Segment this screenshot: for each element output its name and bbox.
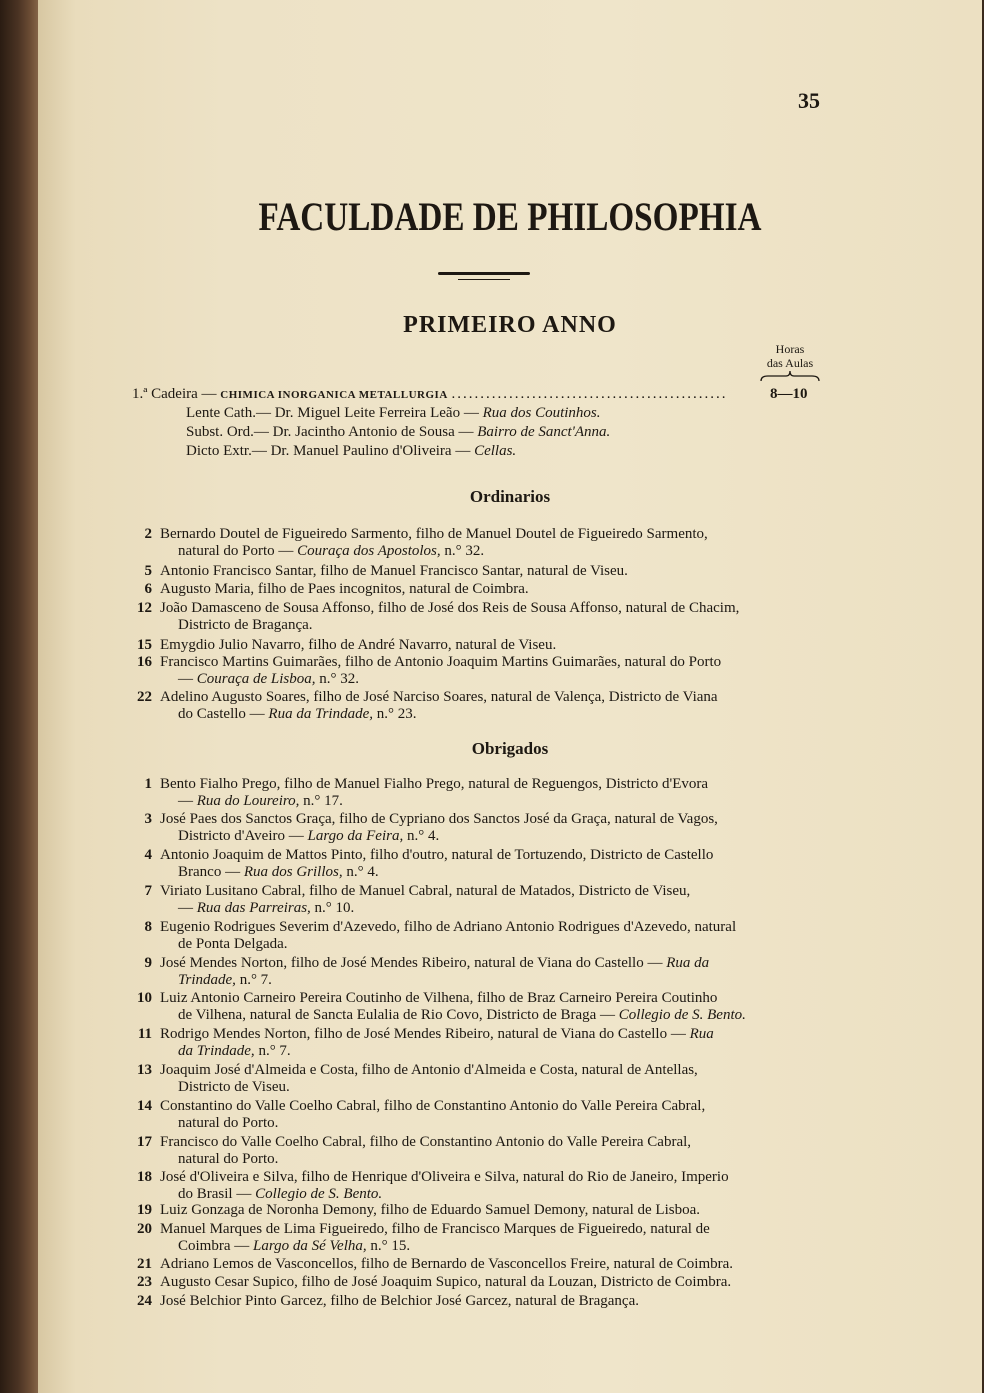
student-text xyxy=(160,811,820,845)
student-number: 23 xyxy=(137,1274,152,1290)
section-heading: PRIMEIRO ANNO xyxy=(403,312,617,338)
student-line1: Adelino Augusto Soares, filho de José Narciso Soares, natural de Valença, Districto de Viana xyxy=(160,689,718,705)
student-line2-text: n.° 32. xyxy=(440,543,485,559)
student-entry xyxy=(132,990,820,1024)
student-line2-text: de Ponta Delgada. xyxy=(178,936,288,952)
book-page xyxy=(38,0,982,1393)
student-line1: José Belchior Pinto Garcez, filho de Belchior José Garcez, natural de Bragança. xyxy=(160,1293,639,1309)
student-address: Rua xyxy=(689,1026,714,1042)
student-line2 xyxy=(160,1186,820,1203)
student-line1: Emygdio Julio Navarro, filho de André Navarro, natural de Viseu. xyxy=(160,637,557,653)
student-line2-text: — xyxy=(178,671,197,687)
staff-address: Bairro de Sanct'Anna. xyxy=(477,424,611,440)
student-entry xyxy=(132,1098,820,1132)
student-text xyxy=(160,1134,820,1168)
student-line2-text: natural do Porto. xyxy=(178,1115,279,1131)
cadeira-leader: ................................................ xyxy=(451,386,728,402)
student-address: Largo da Sé Velha, xyxy=(253,1238,367,1254)
student-address: Rua da Trindade, xyxy=(268,706,374,722)
student-number: 1 xyxy=(144,776,152,792)
student-number: 5 xyxy=(144,563,152,579)
student-text xyxy=(160,1098,820,1132)
student-entry xyxy=(132,847,820,881)
page-number: 35 xyxy=(798,88,820,113)
student-line1: Adriano Lemos de Vasconcellos, filho de Bernardo de Vasconcellos Freire, natural de Coimbra. xyxy=(160,1256,734,1272)
student-text xyxy=(160,776,820,810)
cadeira-line xyxy=(132,386,832,403)
staff-address: Rua dos Coutinhos. xyxy=(482,405,601,421)
student-text xyxy=(160,883,820,917)
student-line2 xyxy=(160,1115,820,1132)
hours-header-line2: das Aulas xyxy=(766,356,814,370)
student-entry xyxy=(132,1026,820,1060)
student-text xyxy=(160,654,820,688)
student-line2-text: do Brasil — xyxy=(178,1186,256,1202)
student-number: 4 xyxy=(144,847,152,863)
student-line1: Eugenio Rodrigues Severim d'Azevedo, filho de Adriano Antonio Rodrigues d'Azevedo, natural xyxy=(160,919,737,935)
student-address: Rua das Parreiras, xyxy=(196,900,311,916)
student-line2 xyxy=(160,900,820,917)
staff-address: Cellas. xyxy=(474,443,517,459)
brace-icon xyxy=(760,370,820,382)
student-line1: Manuel Marques de Lima Figueiredo, filho de Francisco Marques de Figueiredo, natural de xyxy=(160,1221,710,1237)
student-entry xyxy=(132,955,820,989)
student-number: 6 xyxy=(144,581,152,597)
student-line2 xyxy=(160,617,820,634)
student-text xyxy=(160,1274,820,1291)
student-line2-text: Districto d'Aveiro — xyxy=(178,828,308,844)
student-line2 xyxy=(160,1151,820,1168)
student-line2-text: n.° 7. xyxy=(235,972,272,988)
staff-role: Dicto Extr.— Dr. Manuel Paulino d'Oliveira — xyxy=(186,443,475,459)
student-line1: Constantino do Valle Coelho Cabral, filho de Constantino Antonio do Valle Pereira Cabral, xyxy=(160,1098,706,1114)
student-line1 xyxy=(160,955,709,971)
student-line2 xyxy=(160,793,820,810)
student-line1: Bento Fialho Prego, filho de Manuel Fialho Prego, natural de Reguengos, Districto d'Evora xyxy=(160,776,709,792)
student-line2-text: natural do Porto. xyxy=(178,1151,279,1167)
student-line2-text: n.° 4. xyxy=(342,864,379,880)
student-address: Rua da xyxy=(666,955,710,971)
student-text xyxy=(160,526,820,560)
student-entry xyxy=(132,1169,820,1203)
book-binding xyxy=(0,0,40,1393)
cadeira-subject: CHIMICA INORGANICA METALLURGIA xyxy=(220,389,448,401)
student-text xyxy=(160,600,820,634)
student-entry xyxy=(132,600,820,634)
student-line2-text: n.° 17. xyxy=(299,793,343,809)
student-line2-text: — xyxy=(178,793,197,809)
student-line1-text: José Mendes Norton, filho de José Mendes Ribeiro, natural de Viana do Castello — xyxy=(160,955,667,971)
student-address: Trindade, xyxy=(178,972,236,988)
student-text xyxy=(160,1293,820,1310)
student-line1: Augusto Cesar Supico, filho de José Joaquim Supico, natural da Louzan, Districto de Coimbra. xyxy=(160,1274,732,1290)
student-line1: Viriato Lusitano Cabral, filho de Manuel Cabral, natural de Matados, Districto de Viseu, xyxy=(160,883,691,899)
staff-role: Lente Cath.— Dr. Miguel Leite Ferreira Leão — xyxy=(186,405,483,421)
student-line2-text: Districto de Viseu. xyxy=(178,1079,290,1095)
student-line1: Antonio Francisco Santar, filho de Manuel Francisco Santar, natural de Viseu. xyxy=(160,563,628,579)
student-text xyxy=(160,955,820,989)
student-line2-text: n.° 32. xyxy=(315,671,360,687)
student-number: 9 xyxy=(144,955,152,971)
student-line2 xyxy=(160,1043,820,1060)
student-entry xyxy=(132,1221,820,1255)
student-line2 xyxy=(160,706,820,723)
student-text xyxy=(160,1202,820,1219)
student-address: Rua do Loureiro, xyxy=(196,793,300,809)
student-address: Collegio de S. Bento. xyxy=(255,1186,383,1202)
student-line1: Francisco Martins Guimarães, filho de Antonio Joaquim Martins Guimarães, natural do Porto xyxy=(160,654,722,670)
student-line2-text: de Vilhena, natural de Sancta Eulalia de Rio Covo, Districto de Braga — xyxy=(178,1007,619,1023)
student-entry xyxy=(132,581,820,598)
student-entry xyxy=(132,689,820,723)
student-number: 3 xyxy=(144,811,152,827)
student-number: 13 xyxy=(137,1062,152,1078)
student-entry xyxy=(132,1062,820,1096)
student-line2-text: do Castello — xyxy=(178,706,269,722)
student-entry xyxy=(132,637,820,654)
student-number: 2 xyxy=(144,526,152,542)
student-line2-text: Coimbra — xyxy=(178,1238,253,1254)
student-number: 7 xyxy=(144,883,152,899)
student-address: da Trindade, xyxy=(178,1043,255,1059)
student-number: 19 xyxy=(137,1202,152,1218)
student-address: Rua dos Grillos, xyxy=(243,864,343,880)
student-number: 12 xyxy=(137,600,152,616)
student-number: 20 xyxy=(137,1221,152,1237)
student-line2 xyxy=(160,828,820,845)
student-text xyxy=(160,1026,820,1060)
student-text xyxy=(160,637,820,654)
student-line1: João Damasceno de Sousa Affonso, filho de José dos Reis de Sousa Affonso, natural de Chacim, xyxy=(160,600,740,616)
student-line2 xyxy=(160,1238,820,1255)
student-text xyxy=(160,1256,820,1273)
student-number: 18 xyxy=(137,1169,152,1185)
student-text xyxy=(160,563,820,580)
student-line2 xyxy=(160,936,820,953)
student-line2-text: — xyxy=(178,900,197,916)
student-address: Couraça de Lisboa, xyxy=(196,671,316,687)
student-line1: José Paes dos Sanctos Graça, filho de Cypriano dos Sanctos José da Graça, natural de Vagos, xyxy=(160,811,718,827)
student-text xyxy=(160,581,820,598)
student-text xyxy=(160,689,820,723)
student-number: 8 xyxy=(144,919,152,935)
student-number: 14 xyxy=(137,1098,152,1114)
student-entry xyxy=(132,883,820,917)
title-rule xyxy=(438,272,530,275)
student-entry xyxy=(132,1134,820,1168)
hours-header-line1: Horas xyxy=(775,342,805,356)
student-line1: Luiz Antonio Carneiro Pereira Coutinho de Vilhena, filho de Braz Carneiro Pereira Coutinho xyxy=(160,990,718,1006)
student-line2 xyxy=(160,671,820,688)
student-line1-text: Rodrigo Mendes Norton, filho de José Mendes Ribeiro, natural de Viana do Castello — xyxy=(160,1026,690,1042)
ordinarios-heading: Ordinarios xyxy=(469,487,551,506)
student-text xyxy=(160,990,820,1024)
obrigados-heading: Obrigados xyxy=(471,739,549,758)
student-line1: Francisco do Valle Coelho Cabral, filho de Constantino Antonio do Valle Pereira Cabral, xyxy=(160,1134,692,1150)
student-line2-text: Districto de Bragança. xyxy=(178,617,313,633)
student-line2-text: Branco — xyxy=(178,864,244,880)
student-entry xyxy=(132,1274,820,1291)
student-line1: José d'Oliveira e Silva, filho de Henrique d'Oliveira e Silva, natural do Rio de Janeiro, Imperio xyxy=(160,1169,729,1185)
student-line1: Bernardo Doutel de Figueiredo Sarmento, filho de Manuel Doutel de Figueiredo Sarmento, xyxy=(160,526,708,542)
student-entry xyxy=(132,654,820,688)
student-number: 22 xyxy=(137,689,152,705)
student-line1: Augusto Maria, filho de Paes incognitos, natural de Coimbra. xyxy=(160,581,529,597)
student-text xyxy=(160,919,820,953)
student-line2-text: n.° 4. xyxy=(403,828,440,844)
student-line2-text: n.° 10. xyxy=(310,900,355,916)
staff-line xyxy=(186,424,610,441)
student-line2-text: n.° 7. xyxy=(254,1043,291,1059)
cadeira-label: 1.ª Cadeira — xyxy=(132,386,217,402)
student-number: 11 xyxy=(137,1026,152,1042)
hours-header xyxy=(760,342,820,370)
student-entry xyxy=(132,1256,820,1273)
student-entry xyxy=(132,526,820,560)
staff-line xyxy=(186,405,601,422)
student-entry xyxy=(132,811,820,845)
student-number: 10 xyxy=(137,990,152,1006)
student-number: 24 xyxy=(137,1293,152,1309)
student-entry xyxy=(132,1293,820,1310)
student-line2 xyxy=(160,1079,820,1096)
student-address: Largo da Feira, xyxy=(307,828,404,844)
student-text xyxy=(160,1221,820,1255)
title-rule-thin xyxy=(458,279,510,280)
student-text xyxy=(160,1169,820,1203)
student-line2-text: natural do Porto — xyxy=(178,543,298,559)
student-line2 xyxy=(160,543,820,560)
student-number: 17 xyxy=(137,1134,152,1150)
staff-role: Subst. Ord.— Dr. Jacintho Antonio de Sousa — xyxy=(186,424,478,440)
student-address: Collegio de S. Bento. xyxy=(618,1007,746,1023)
student-text xyxy=(160,847,820,881)
page-title: FACULDADE DE PHILOSOPHIA xyxy=(258,194,762,239)
student-entry xyxy=(132,919,820,953)
student-line1 xyxy=(160,1026,714,1042)
student-number: 21 xyxy=(137,1256,152,1272)
student-number: 16 xyxy=(137,654,152,670)
student-entry xyxy=(132,1202,820,1219)
student-line1: Antonio Joaquim de Mattos Pinto, filho d'outro, natural de Tortuzendo, Districto de Castello xyxy=(160,847,714,863)
student-line2 xyxy=(160,864,820,881)
student-entry xyxy=(132,776,820,810)
student-line2-text: n.° 23. xyxy=(373,706,417,722)
student-text xyxy=(160,1062,820,1096)
student-entry xyxy=(132,563,820,580)
staff-line xyxy=(186,443,516,460)
cadeira-hours: 8—10 xyxy=(770,386,808,402)
student-line1: Luiz Gonzaga de Noronha Demony, filho de Eduardo Samuel Demony, natural de Lisboa. xyxy=(160,1202,700,1218)
student-line2 xyxy=(160,972,820,989)
student-line1: Joaquim José d'Almeida e Costa, filho de Antonio d'Almeida e Costa, natural de Antellas, xyxy=(160,1062,698,1078)
student-line2 xyxy=(160,1007,820,1024)
student-number: 15 xyxy=(137,637,152,653)
student-address: Couraça dos Apostolos, xyxy=(297,543,441,559)
student-line2-text: n.° 15. xyxy=(366,1238,411,1254)
